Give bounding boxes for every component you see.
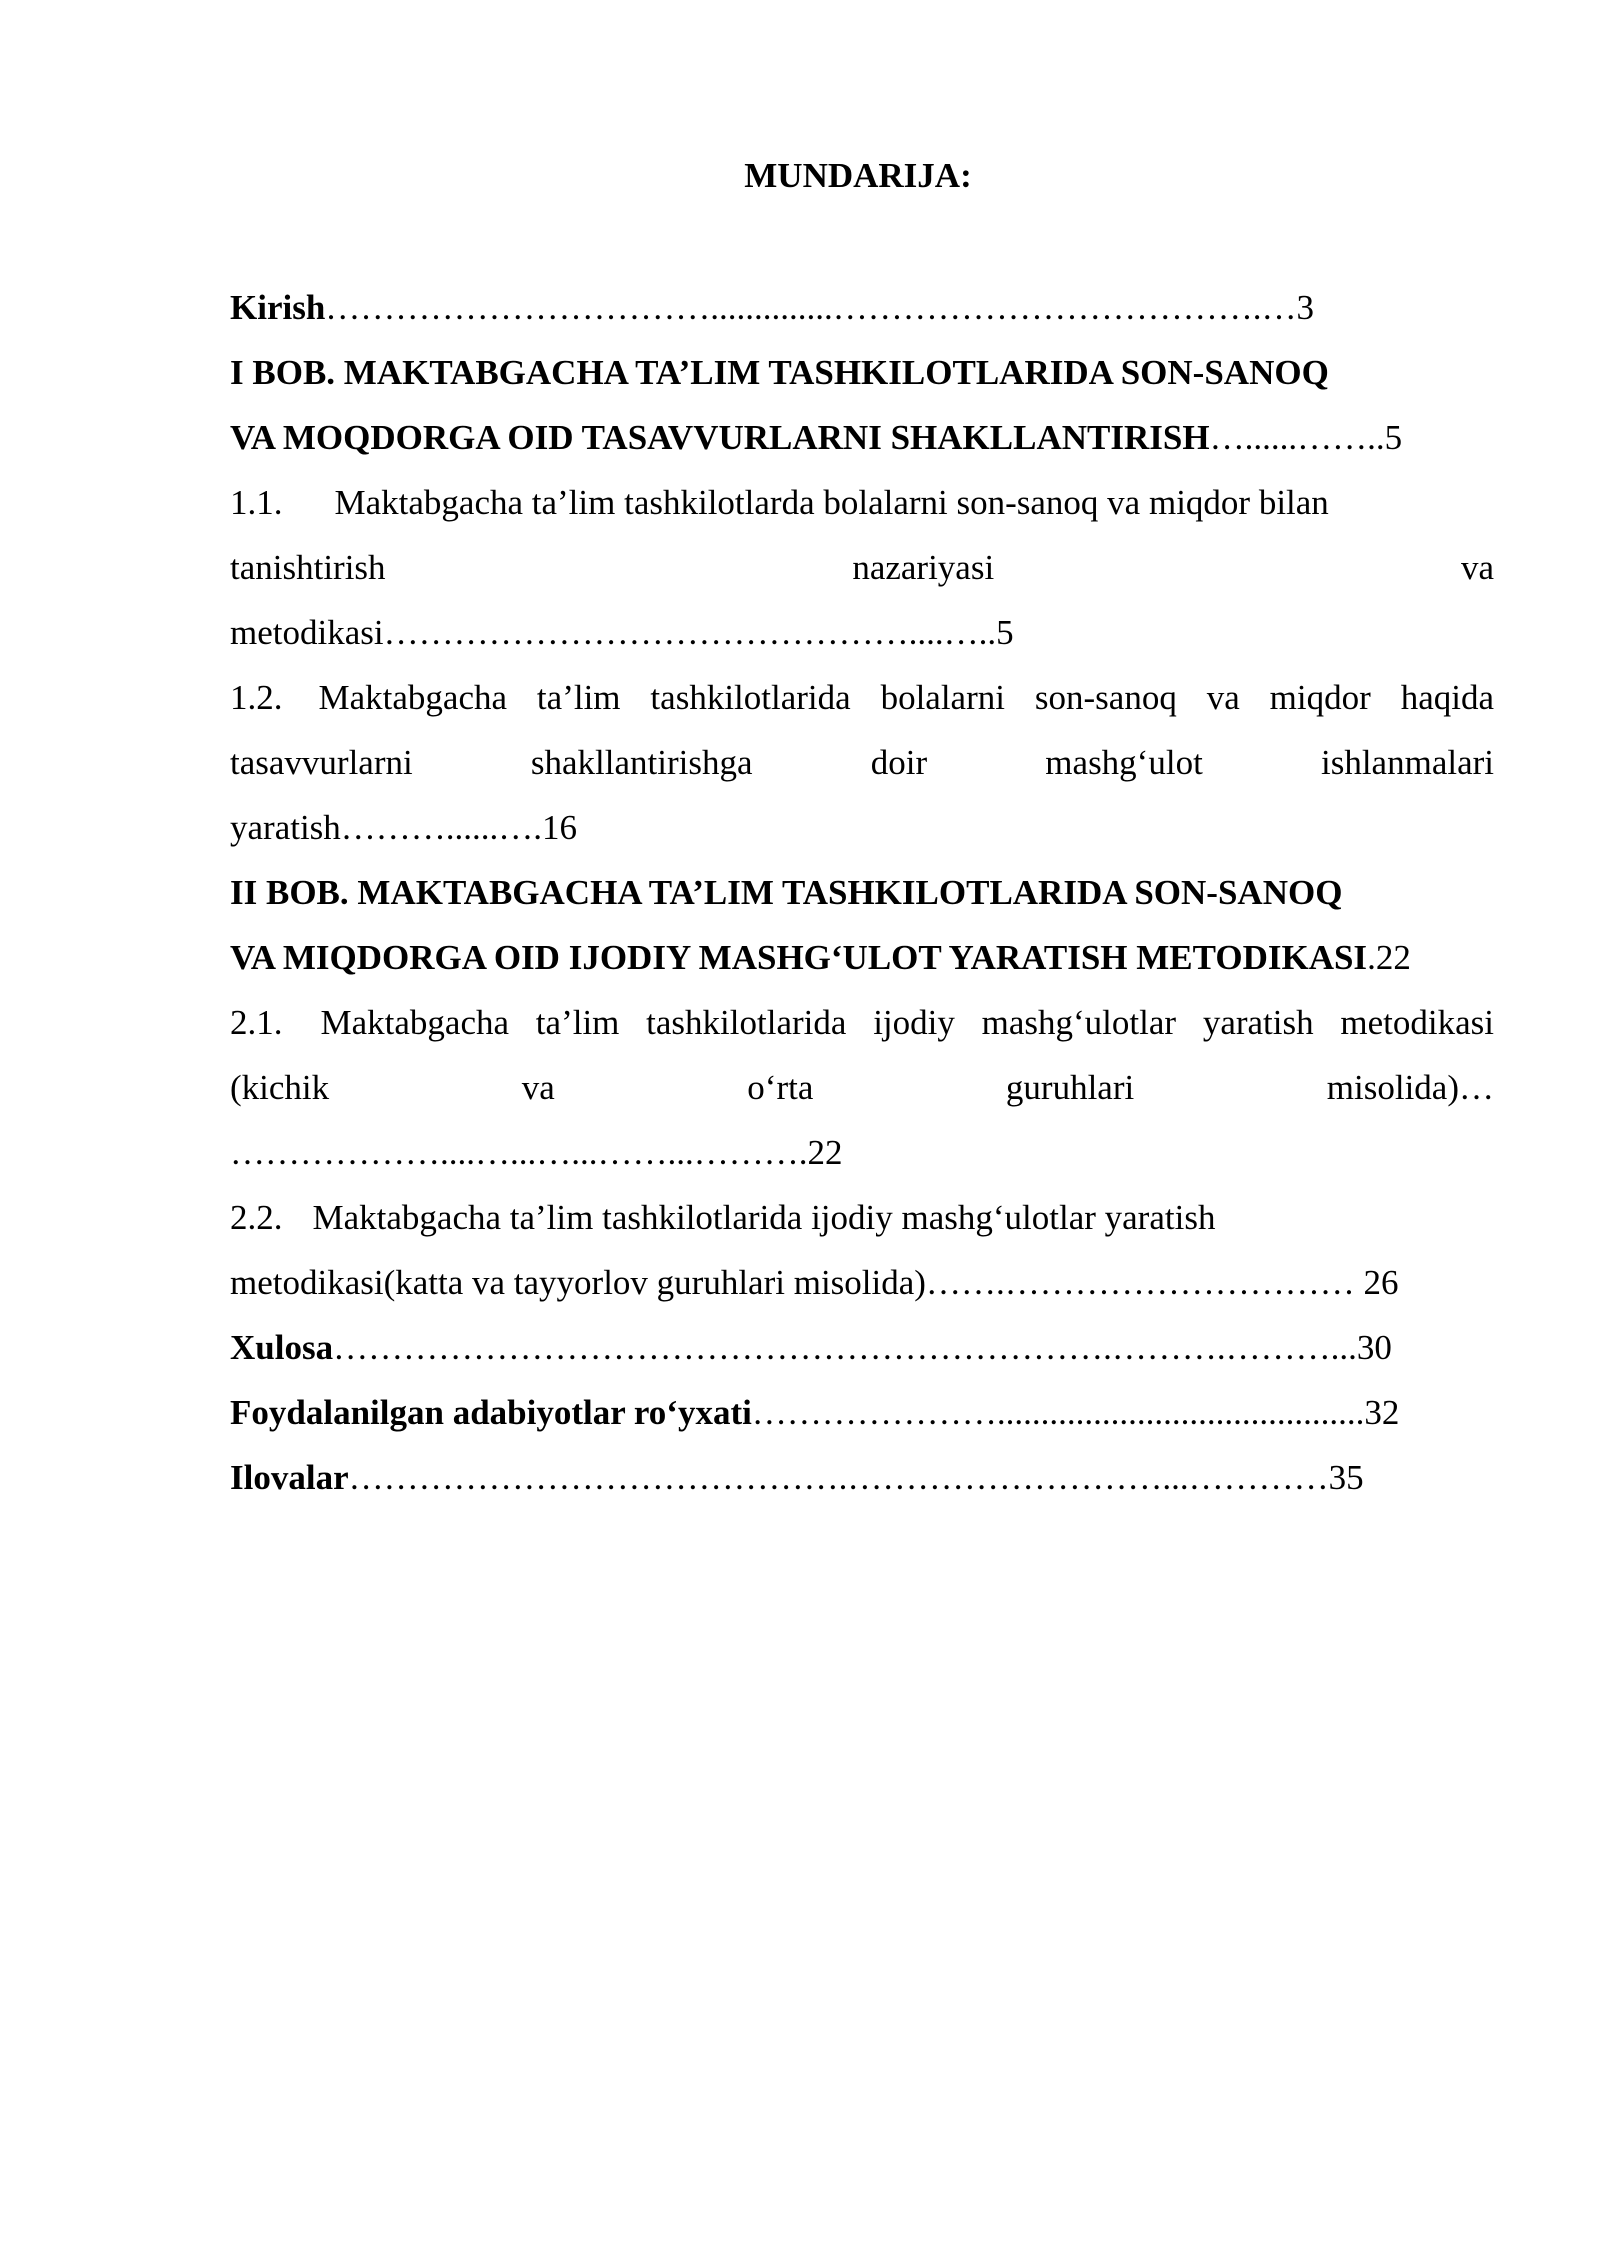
toc-label: VA MIQDORGA OID IJODIY MASHG‘ULOT YARATISH METODIKASI [230,938,1368,977]
toc-label: Xulosa [230,1328,334,1367]
page-title: MUNDARIJA: [744,156,972,195]
toc-page-number: 32 [1364,1393,1400,1432]
section-title: metodikasi(katta va tayyorlov guruhlari misolida) [230,1263,926,1302]
toc-leader: . [1367,938,1376,977]
toc-page-number: 3 [1296,288,1315,327]
toc-entry-2-2-end [230,1258,1494,1308]
toc-entry-1-2 [230,673,1494,723]
toc-entry-adabiyotlar [230,1388,1494,1438]
toc-leader: ………………….......................................... [751,1393,1365,1432]
toc-label: Foydalanilgan adabiyotlar ro‘yxati [230,1393,752,1432]
toc-leader: …….………………………… [925,1263,1355,1302]
toc-chapter-1-heading: I BOB. MAKTABGACHA TA’LIM TASHKILOTLARIDA SON-SANOQ [230,353,1329,392]
toc-page-number: 22 [1375,938,1411,977]
toc-entry-2-1-end [230,1128,1494,1178]
section-number: 1.1. [230,483,283,522]
toc-entry-1-1-continued: tanishtirish nazariyasi va [230,548,1494,587]
toc-entry-1-2-end [230,803,1494,853]
toc-entry-xulosa [230,1323,1494,1373]
toc-label: Kirish [230,288,326,327]
toc-label: VA MOQDORGA OID TASAVVURLARNI SHAKLLANTIRISH [230,418,1210,457]
section-title: Maktabgacha ta’lim tashkilotlarda bolalarni son-sanoq va miqdor bilan [334,483,1329,522]
toc-page-number: 22 [807,1133,843,1172]
section-title: metodikasi [230,613,384,652]
toc-leader: ………………....…...…...……...………. [230,1133,808,1172]
section-title: Maktabgacha ta’lim tashkilotlarida bolalarni son-sanoq va miqdor haqida [318,678,1494,717]
section-number: 2.2. [230,1198,283,1237]
toc-leader: ………………………………………....….. [383,613,997,652]
toc-entry-2-1 [230,998,1494,1048]
toc-entry-kirish [230,283,1494,333]
toc-page-number: 16 [542,808,578,847]
toc-page-number: 5 [1384,418,1403,457]
toc-entry-chapter-2 [230,933,1494,983]
section-number: 2.1. [230,1003,283,1042]
toc-entry-chapter-1 [230,413,1494,463]
toc-entry-2-1-continued: (kichik va o‘rta guruhlari misolida)… [230,1068,1494,1107]
section-title: Maktabgacha ta’lim tashkilotlarida ijodiy mashg‘ulotlar yaratish metodikasi [320,1003,1494,1042]
toc-leader: ………………………………………………………….……….………... [333,1328,1357,1367]
toc-entry-1-1-end [230,608,1494,658]
toc-entry-1-1 [230,478,1494,528]
section-title: Maktabgacha ta’lim tashkilotlarida ijodiy mashg‘ulotlar yaratish [312,1198,1216,1237]
toc-leader: …………………………………….………………………...………… [348,1458,1329,1497]
toc-entry-1-2-continued: tasavvurlarni shakllantirishga doir mashg‘ulot ishlanmalari [230,743,1494,782]
toc-page-number: 26 [1363,1263,1399,1302]
toc-leader: …......…….. [1209,418,1385,457]
toc-leader: ………......…. [340,808,543,847]
section-number: 1.2. [230,678,283,717]
toc-page-number: 30 [1356,1328,1392,1367]
toc-page-number: 35 [1328,1458,1364,1497]
toc-chapter-2-heading: II BOB. MAKTABGACHA TA’LIM TASHKILOTLARIDA SON-SANOQ [230,873,1343,912]
section-title: yaratish [230,808,341,847]
toc-entry-2-2 [230,1193,1494,1243]
toc-label: Ilovalar [230,1458,349,1497]
toc-page-number: 5 [996,613,1014,652]
toc-entry-ilovalar [230,1453,1494,1503]
toc-leader: ……………………………..............……………………………….… [325,288,1297,327]
